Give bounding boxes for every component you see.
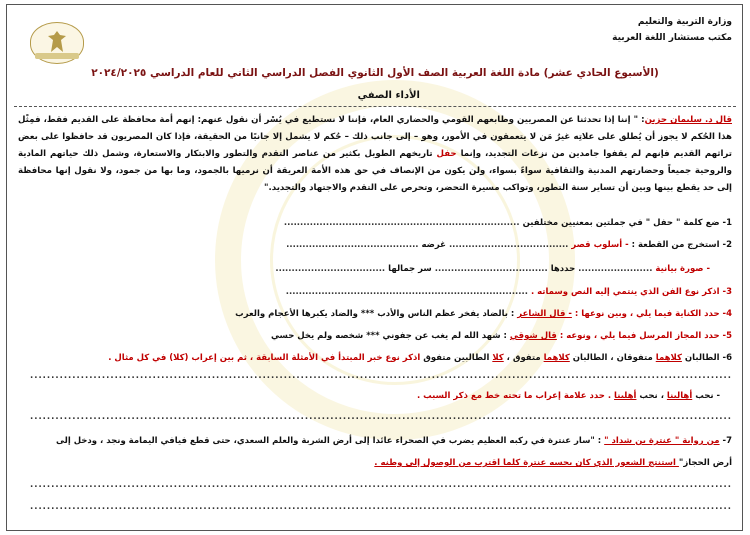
section-divider bbox=[14, 106, 736, 107]
question-6-part: متفوقان ، الطالبان bbox=[569, 353, 656, 363]
eagle-icon bbox=[47, 30, 67, 54]
question-5-poet: قال شوقي bbox=[509, 331, 557, 341]
question-7-number: 7- bbox=[719, 436, 732, 446]
question-3 bbox=[286, 287, 732, 297]
page-title: (الأسبوع الحادي عشر) مادة اللغة العربية الصف الأول الثانوي الفصل الدراسي الثاني للعام الدراسي ٢٠٢٤/٢٠٢٥ bbox=[91, 67, 659, 79]
question-2-label: 2- استخرج من القطعة : bbox=[631, 240, 732, 250]
underlined-word: كلاهما bbox=[655, 353, 682, 363]
underlined-word: أهالينا bbox=[666, 391, 693, 401]
question-4-verse: : بالضاد يفخر عظم الناس والأدب *** والضاد يكبرها الأعجام والعرب bbox=[235, 309, 515, 319]
question-2b-beauty: سر جمالها bbox=[388, 264, 432, 274]
question-7-source: من رواية " عنترة بن شداد " bbox=[604, 436, 720, 446]
question-6-part: متفوق ، bbox=[503, 353, 544, 363]
passage-text-2: تاريخهم الطويل بكثير من عناصر التقدم والتطور والابتكار والاستعارة، وشمل ذلك حياتهم المادية والروحية جميعاً وحضارتهم المدنية والثقافية سواءً بسواء، ولن يكون من الإنصاف في حق هذه الأمة العريقة أن نرميها بالجمود، وما بها من جمود، ولا نقول إنها محافظة إلى حد يقطع بينها وبين أن تساير سنة التطور، وتواكب مسيرة التحضر، وتحرص على التقدم والاجتهاد والتجديد." bbox=[18, 149, 732, 193]
question-1-text: 1- ضع كلمة " حفل " في جملتين بمعنيين مختلفين bbox=[522, 218, 732, 228]
answer-line: .................................. bbox=[275, 264, 386, 274]
ministry-logo bbox=[30, 22, 84, 64]
question-7-task bbox=[374, 458, 732, 468]
passage-highlight: حفل bbox=[436, 149, 457, 159]
question-2a: - أسلوب قصر bbox=[571, 240, 629, 250]
logo-banner bbox=[35, 53, 79, 59]
passage-text-1: : " إننا إذا تحدثنا عن المصريين وطابعهم القومي والحضاري العام، فإننا لا نستطيع في يُسْر أن نقول عنهم: إنهم أمة محافظة على القديم فقط، فمِثْل هذا الحُكم لا يجوز أن يُطلق على علاتِه غيرُ مَن لا يتعمقون في الأمور، وهو – إلى جانب ذلك – حُكم لا يشمل إلا جانبًا من الحقيقة، فإذا كان المصريون قد حافظوا على بعض تراثهم القديم فإنهم لم يقفوا جامدين من نزعات التجديد، وإنما bbox=[18, 115, 732, 159]
question-7-excerpt: : "سار عنترة في ركبه العظيم يضرب في الصحراء عائدا إلى أرض الشربة والعلم السعدي، حتى قطع فيافي اليمامة ونجد ، ودخل إلى bbox=[56, 436, 605, 446]
question-6 bbox=[108, 353, 732, 363]
answer-line: ...................................................................................................................................................................... bbox=[29, 502, 732, 512]
answer-line: ................................... bbox=[434, 264, 548, 274]
question-5-verse: : شهد الله لم يغب عن جفوني *** شخصه ولم يخل حسي bbox=[270, 331, 507, 341]
question-4 bbox=[235, 309, 732, 319]
passage-author: قال د. سليمان حزين bbox=[644, 115, 732, 125]
question-2b-identify: حددها bbox=[550, 264, 576, 274]
answer-line: ...................................................................................................................................................................... bbox=[29, 480, 732, 490]
question-6b-task: . حدد علامة إعراب ما تحته خط مع ذكر السبب . bbox=[416, 391, 615, 401]
underlined-word: كلاهما bbox=[543, 353, 570, 363]
ministry-header bbox=[612, 14, 732, 46]
answer-line: ........................................................................... bbox=[285, 287, 528, 297]
answer-line: ......................................................................... bbox=[283, 218, 520, 228]
answer-line: ...................................................................................................................................................................... bbox=[29, 412, 732, 422]
question-5 bbox=[271, 331, 732, 341]
underlined-word: أهلينا bbox=[614, 391, 637, 401]
question-6-task: اذكر نوع خبر المبتدأ في الأمثلة السابقة ، ثم بين إعراب (كلا) في كل مثال . bbox=[108, 353, 421, 363]
question-1 bbox=[284, 218, 732, 228]
question-6b-part: - نحب bbox=[692, 391, 720, 401]
office-name: مكتب مستشار اللغة العربية bbox=[612, 33, 732, 43]
question-2b bbox=[275, 264, 710, 274]
question-4-poet: - قال الشاعر bbox=[517, 309, 572, 319]
question-7-prompt: استنتج الشعور الذي كان يحسه عنترة كلما اقترب من الوصول إلى وطنه . bbox=[374, 458, 679, 468]
question-2b-label: - صورة بيانية bbox=[655, 264, 710, 274]
question-3-text: 3- اذكر نوع الفن الذي ينتمي إليه النص وسماته . bbox=[530, 287, 732, 297]
question-5-text: 5- حدد المجاز المرسل فيما يلي ، ونوعه : bbox=[559, 331, 732, 341]
question-6b-part: ، نحب bbox=[636, 391, 667, 401]
question-6b bbox=[417, 391, 720, 401]
answer-line: ......................................... bbox=[286, 240, 419, 250]
question-7-excerpt-end: أرض الحجاز" bbox=[678, 458, 732, 468]
reading-passage bbox=[18, 112, 732, 197]
ministry-name: وزارة التربية والتعليم bbox=[637, 17, 732, 27]
answer-line: ....................... bbox=[578, 264, 653, 274]
question-4-text: 4- حدد الكناية فيما يلي ، وبين نوعها : bbox=[574, 309, 732, 319]
section-title: الأداء الصفي bbox=[357, 90, 420, 101]
question-2a-purpose: غرضه bbox=[421, 240, 446, 250]
answer-line: ...................................................................................................................................................................... bbox=[29, 371, 732, 381]
underlined-word: كلا bbox=[492, 353, 504, 363]
question-6-part: 6- الطالبان bbox=[681, 353, 732, 363]
question-2 bbox=[286, 240, 732, 250]
question-7 bbox=[56, 436, 732, 446]
question-6-part: الطالبين متفوق bbox=[420, 353, 493, 363]
answer-line: ..................................... bbox=[448, 240, 569, 250]
